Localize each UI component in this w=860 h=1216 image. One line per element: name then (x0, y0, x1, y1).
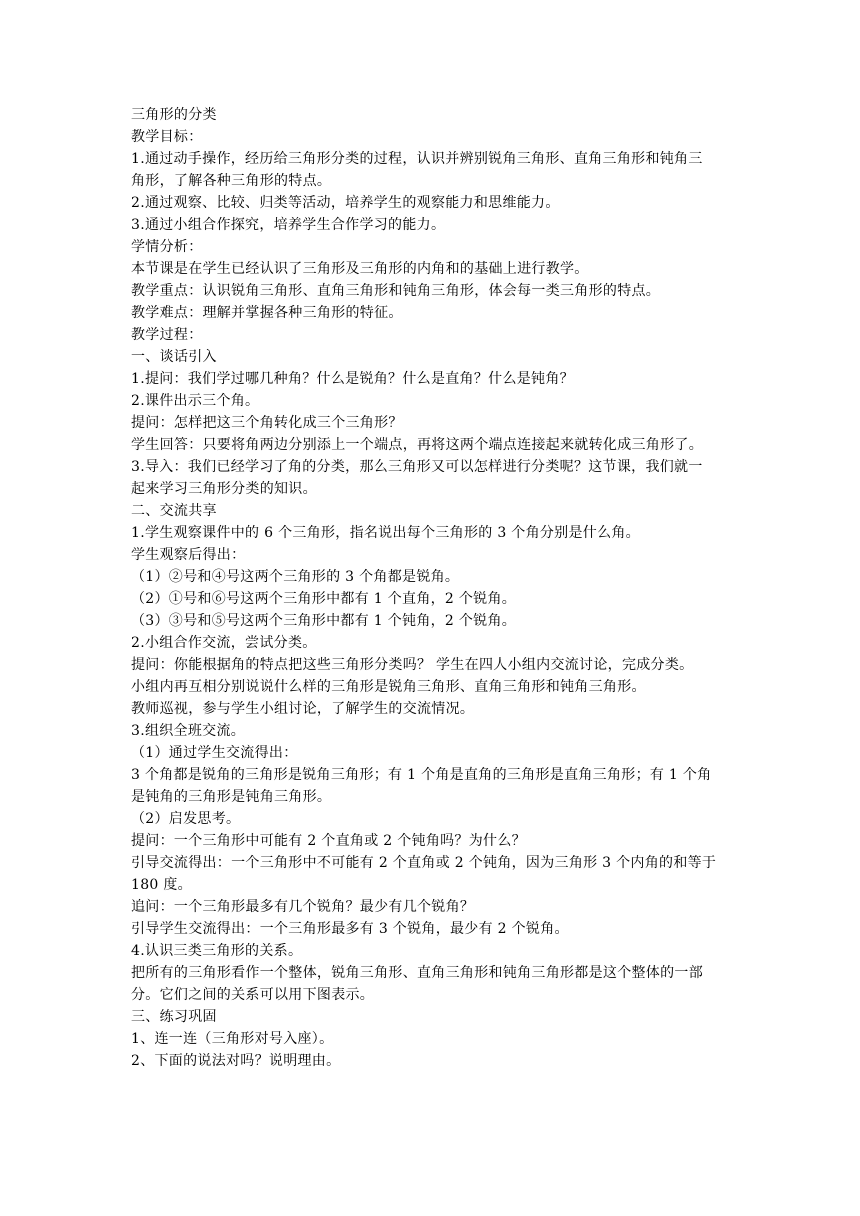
text-line: 一、谈话引入 (131, 349, 217, 365)
text-line: 学生回答：只要将角两边分别添上一个端点，再将这两个端点连接起来就转化成三角形了。 (131, 437, 703, 453)
text-line: 角形，了解各种三角形的特点。 (131, 173, 332, 189)
text-line: （1）通过学生交流得出： (131, 745, 298, 761)
text-line: 1.提问：我们学过哪几种角？什么是锐角？什么是直角？什么是钝角？ (131, 371, 574, 387)
text-line: 1.通过动手操作，经历给三角形分类的过程，认识并辨别锐角三角形、直角三角形和钝角三 (131, 151, 703, 167)
text-line: 教学过程： (131, 327, 203, 343)
text-line: 3 个角都是锐角的三角形是锐角三角形；有 1 个角是直角的三角形是直角三角形；有 1 个角 (131, 767, 712, 783)
text-line: 是钝角的三角形是钝角三角形。 (131, 789, 332, 805)
text-line: 1、连一连（三角形对号入座）。 (131, 1031, 334, 1047)
document-body (131, 104, 734, 1072)
text-line: 2、下面的说法对吗？说明理由。 (131, 1053, 341, 1069)
text-line: 2.课件出示三个角。 (131, 393, 260, 409)
text-line: （2）①号和⑥号这两个三角形中都有 1 个直角，2 个锐角。 (131, 591, 517, 607)
text-line: 教学难点：理解并掌握各种三角形的特征。 (131, 305, 403, 321)
text-line: 起来学习三角形分类的知识。 (131, 481, 317, 497)
text-line: 2.通过观察、比较、归类等活动，培养学生的观察能力和思维能力。 (131, 195, 560, 211)
text-line: 提问：一个三角形中可能有 2 个直角或 2 个钝角吗？为什么？ (131, 833, 526, 849)
text-line: 教学重点：认识锐角三角形、直角三角形和钝角三角形，体会每一类三角形的特点。 (131, 283, 661, 299)
text-line: 180 度。 (131, 877, 192, 893)
text-line: （2）启发思考。 (131, 811, 241, 827)
text-line: 分。它们之间的关系可以用下图表示。 (131, 987, 375, 1003)
text-line: 4.认识三类三角形的关系。 (131, 943, 303, 959)
text-line: （3）③号和⑤号这两个三角形中都有 1 个钝角，2 个锐角。 (131, 613, 517, 629)
text-line: 1.学生观察课件中的 6 个三角形，指名说出每个三角形的 3 个角分别是什么角。 (131, 525, 640, 541)
text-line: 引导交流得出：一个三角形中不可能有 2 个直角或 2 个钝角，因为三角形 3 个内角的和等于 (131, 855, 717, 871)
text-line: 二、交流共享 (131, 503, 217, 519)
text-line: 本节课是在学生已经认识了三角形及三角形的内角和的基础上进行教学。 (131, 261, 589, 277)
text-line: 引导学生交流得出：一个三角形最多有 3 个锐角，最少有 2 个锐角。 (131, 921, 569, 937)
text-line: 学情分析： (131, 239, 203, 255)
text-line: 3.组织全班交流。 (131, 723, 246, 739)
text-line: 小组内再互相分别说说什么样的三角形是锐角三角形、直角三角形和钝角三角形。 (131, 679, 646, 695)
text-line: 提问：你能根据角的特点把这些三角形分类吗？ 学生在四人小组内交流讨论，完成分类。 (131, 657, 694, 673)
text-line: 提问：怎样把这三个角转化成三个三角形？ (131, 415, 403, 431)
text-line: 教师巡视，参与学生小组讨论，了解学生的交流情况。 (131, 701, 475, 717)
text-line: 3.通过小组合作探究，培养学生合作学习的能力。 (131, 217, 446, 233)
text-line: （1）②号和④号这两个三角形的 3 个角都是锐角。 (131, 569, 460, 585)
document-title: 三角形的分类 (131, 107, 217, 123)
text-line: 2.小组合作交流，尝试分类。 (131, 635, 317, 651)
text-line: 学生观察后得出： (131, 547, 246, 563)
text-line: 3.导入：我们已经学习了角的分类，那么三角形又可以怎样进行分类呢？这节课，我们就一 (131, 459, 703, 475)
text-line: 把所有的三角形看作一个整体，锐角三角形、直角三角形和钝角三角形都是这个整体的一部 (131, 965, 703, 981)
text-line: 教学目标： (131, 129, 203, 145)
document-lines (131, 126, 734, 1072)
text-line: 追问：一个三角形最多有几个锐角？最少有几个锐角？ (131, 899, 475, 915)
text-line: 三、练习巩固 (131, 1009, 217, 1025)
